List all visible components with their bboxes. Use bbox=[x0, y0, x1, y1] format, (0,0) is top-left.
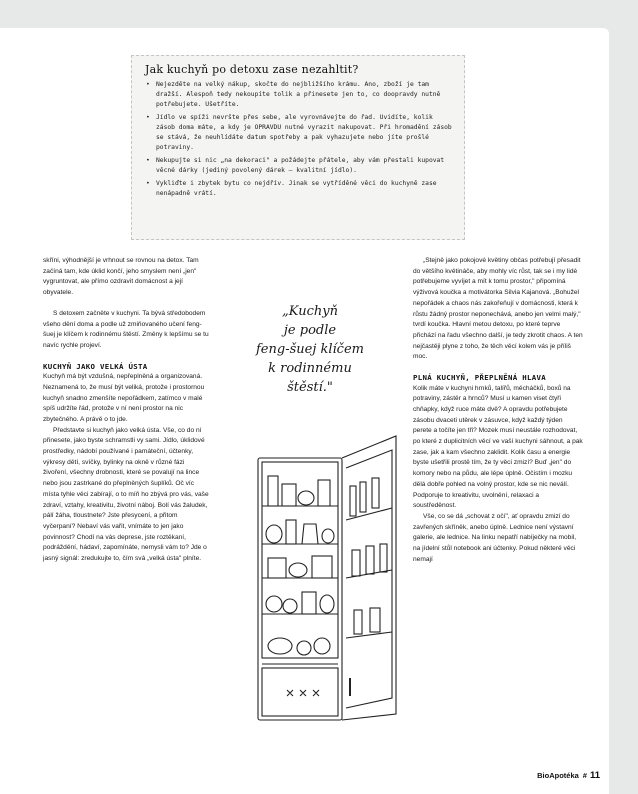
paragraph: skříni, výhodnější je vrhnout se rovnou na detox. Tam začíná tam, kde úklid končí, jeho smyslem není „jen" vygruntovat, ale přímo ozdravit domácnost a její obyvatele. bbox=[43, 257, 199, 297]
page-footer bbox=[537, 770, 600, 781]
fridge-door bbox=[342, 436, 396, 720]
pull-quote bbox=[232, 302, 388, 397]
right-column bbox=[413, 256, 583, 565]
paragraph: Vše, co se dá „schovat z očí", ať opravdu zmizí do zavřených skříněk, anebo úplně. Lednice není výstavní galerie, ale lednice. Na linku nepatří nabíječky na mobil, na jídelní stůl notebook ani účtenky. Pokud některé věci nemají bbox=[413, 512, 577, 563]
tips-box bbox=[131, 55, 465, 240]
quote-line: „Kuchyň bbox=[282, 304, 338, 319]
section-heading: KUCHYŇ JAKO VELKÁ ÚSTA bbox=[43, 361, 148, 371]
magazine-brand: BioApotéka bbox=[537, 771, 579, 780]
quote-line: k rodinnému bbox=[268, 361, 352, 376]
paragraph: Kolik máte v kuchyni hrnků, talířů, měcháčků, boxů na potraviny, zástěr a hrnců? Musí u kamen viset čtyři chňapky, když ruce máte dvě? A opravdu potřebujete zásobu dvaceti utěrek v zásuvce, když každý týden perete a točíte jen tři? Mozek musí neustále rozhodovat, po které z duplicitních věcí ve vaší kuchyni sáhnout, a pak zase, jak a kam všechno zaklidit. Kolik času a energie byste ušetřili prostě tím, že ty věci zmizí? Buď „jen" do komory nebo na půdu, ale lépe úplně. Očistím i mozku dělá dobře pohled na volný prostor, kde se nic neválí. Podporuje to kreativitu, uvolnění, relaxaci a soustředěnost. bbox=[413, 384, 583, 510]
tip-item: • Nekupujte si nic „na dekoraci" a požádejte přátele, aby vám přestali kupovat věcné dárky (jediný povolený dárek – kvalitní jídlo). bbox=[145, 156, 454, 176]
footer-hash: # bbox=[582, 771, 587, 780]
bottle-icon bbox=[268, 476, 278, 506]
paragraph: „Stejně jako pokojové květiny občas potřebují přesadit do většího květináče, aby mohly víc růst, tak se i my lidé potřebujeme vyvíjet a mít k tomu prostor," připomíná výživová koučka a motivátorka Silvia Kajanová. „Bohužel nepořádek a chaos nás zakořeňují v domácnosti, která k růstu žádný prostor neponechává, anebo jen velmi malý," tvrdí koučka. Hlavní metou detoxu, po které teprve přichází na řadu všechno další, je tedy zkrotit chaos. A ten nejčastěji plyne z toho, že těch věcí kolem vás je příliš moc. bbox=[413, 257, 583, 361]
quote-line: štěstí." bbox=[287, 380, 333, 395]
fridge-body bbox=[258, 458, 342, 720]
tip-item: • Jídlo ve spíži nevršte přes sebe, ale vyrovnávejte do řad. Uvidíte, kolik zásob doma máte, a kdy je OPRAVDU nutné vyrazit nakupovat. Při hromadění zásob se stává, že neuhlídáte datum spotřeby a pak vyhazujete nebo jíte prošlé potraviny. bbox=[145, 113, 454, 153]
page-number: 11 bbox=[589, 770, 600, 781]
paragraph: Představte si kuchyň jako velká ústa. Vše, co do ní přinesete, jako byste schramstli vy sami. Jídlo, úklidové prostředky, nádobí používané i památeční, účtenky, výkresy dětí, svíčky, bylinky na okně v různé fázi živoření, všechny drobnosti, které se povalují na lince nebo jsou zastrkané do přeplněných šuplíků. Oč víc místa tyhle věci zabírají, o to míň ho zbývá pro vás, vaše zdraví, vztahy, kreativitu, životní náboj. Bolí vás žaludek, pálí žáha, tloustnete? Jste přesycení, a přitom vyčerpaní? Nebaví vás vařit, vnímáte to jen jako povinnost? Chodí na vás deprese, jste roztěkaní, podráždění, hádaví, zapomínáte, nemysli vám to? Jde o jasný signál: zredukujte to, čím svá „velká ústa" plníte. bbox=[43, 426, 209, 563]
section-heading: PLNÁ KUCHYŇ, PŘEPLNĚNÁ HLAVA bbox=[413, 373, 546, 383]
paragraph: Kuchyň má být vzdušná, nepřeplněná a organizovaná. Neznamená to, že musí být veliká, protože i prostornou kuchyň snadno zmenšíte nepořádkem, zatímco v malé spíš udržíte řád, protože v ní není prostor na nic zbytečného. A právě o to jde. bbox=[43, 373, 205, 423]
tip-item: • Nejezděte na velký nákup, skočte do nejbližšího krámu. Ano, zboží je tam dražší. Alespoň tedy nekoupíte tolik a přinesete jen to, co doopravdy nutně potřebujete. Ušetříte. bbox=[145, 80, 454, 110]
paragraph: S detoxem začněte v kuchyni. Ta bývá středobodem všeho dění doma a podle už zmiňovaného učení feng-šuej je klíčem k rodinnému štěstí. Změny k lepšímu se tu navíc rychle projeví. bbox=[43, 309, 209, 349]
left-column bbox=[43, 256, 211, 565]
tips-title: Jak kuchyň po detoxu zase nezahltit? bbox=[145, 63, 359, 76]
freezer-drawer bbox=[262, 668, 338, 716]
quote-line: feng-šuej klíčem bbox=[256, 342, 364, 357]
quote-line: je podle bbox=[283, 323, 337, 338]
tip-item: • Vykliďte i zbytek bytu co nejdřív. Jinak se vytříděné věci do kuchyně zase nenápadně vrátí. bbox=[145, 179, 454, 199]
fridge-interior bbox=[262, 462, 338, 658]
open-fridge-illustration bbox=[232, 428, 412, 724]
tips-list bbox=[145, 80, 454, 199]
